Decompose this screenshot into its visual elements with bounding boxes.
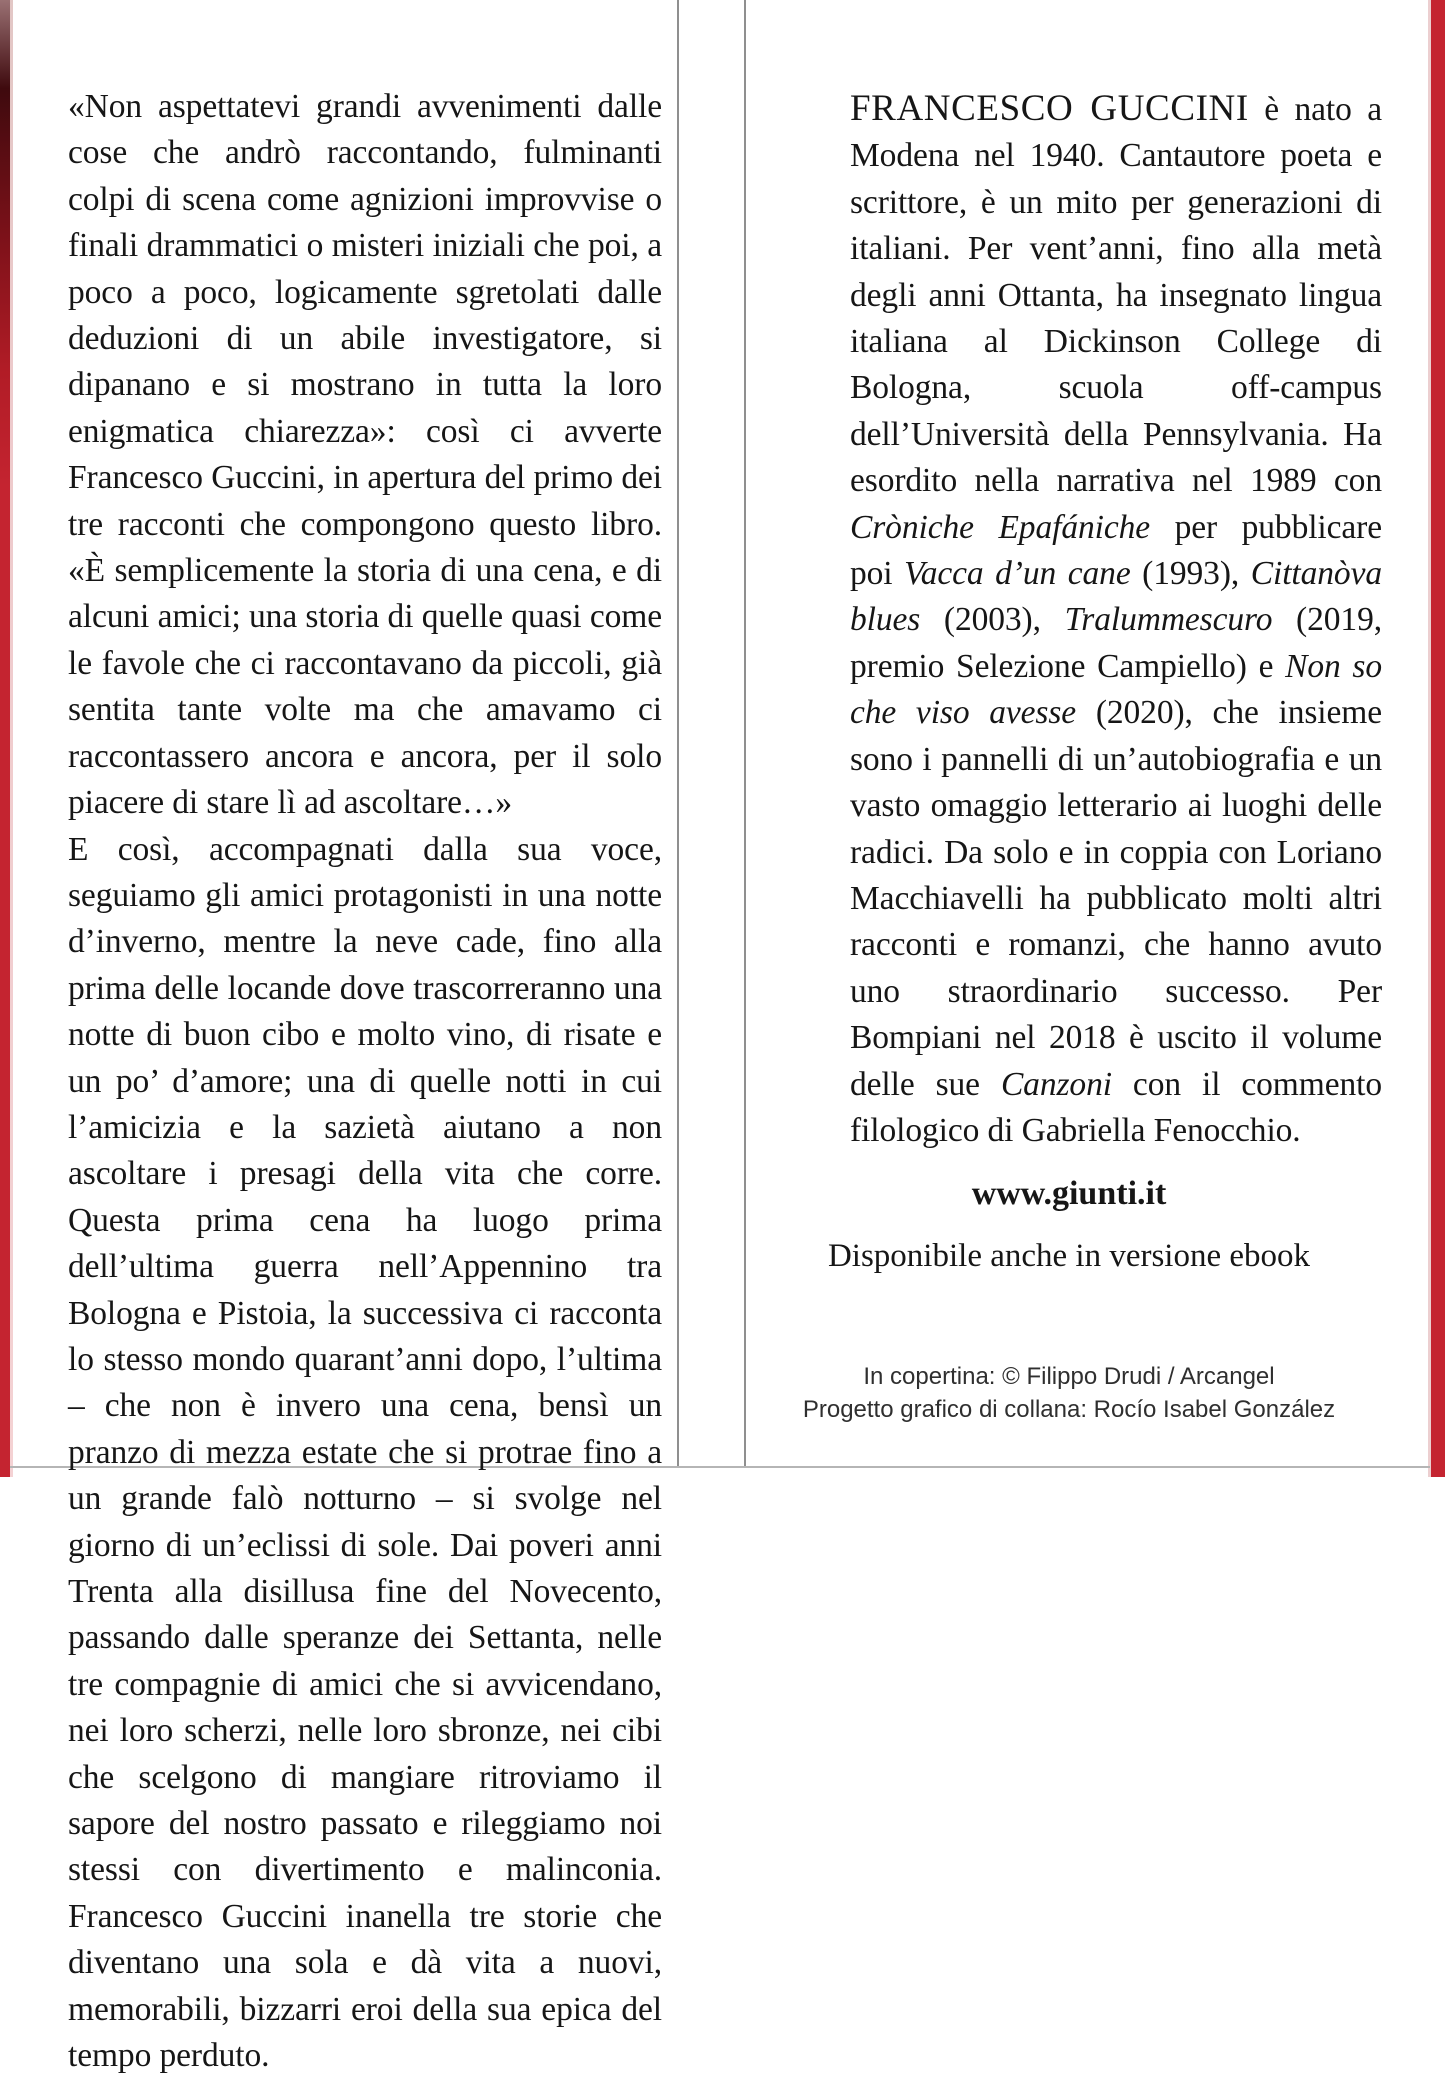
bio-segment-normal: (1993), <box>1131 555 1251 592</box>
bio-segment-italic: Cittanòva blues <box>850 555 1382 638</box>
fold-line-left-flap <box>677 0 679 1467</box>
bio-segment-italic: Canzoni <box>1001 1066 1112 1103</box>
author-bio-text <box>850 86 1382 1154</box>
bio-segment-italic: Tralummescuro <box>1065 601 1273 638</box>
ebook-availability-note: Disponibile anche in versione ebook <box>744 1238 1394 1275</box>
bio-segment-normal: è nato a Modena nel 1940. Cantautore poeta e scrittore, è un mito per generazioni di italiani. Per vent’anni, fino alla metà degli anni Ottanta, ha insegnato lingua italiana al Dickinson College di Bologna, scuola off-campus dell’Università della Pennsylvania. Ha esordito nella narrativa nel 1989 con <box>850 91 1382 499</box>
cover-edge-red-stripe <box>1428 0 1445 1477</box>
bio-segment-italic: Non so che viso avesse <box>850 648 1382 731</box>
bio-segment-smallcaps: FRANCESCO GUCCINI <box>850 88 1249 129</box>
bio-segment-italic: Cròniche Epafániche <box>850 509 1150 546</box>
bio-segment-normal: con il commento filologico di Gabriella Fenocchio. <box>850 1066 1382 1149</box>
book-blurb-text <box>68 84 662 2079</box>
cover-credits <box>744 1360 1394 1426</box>
credit-line: Progetto grafico di collana: Rocío Isabel González <box>744 1393 1394 1426</box>
bio-segment-normal: (2019, premio Selezione Campiello) e <box>850 601 1382 684</box>
bio-segment-italic: Vacca d’un cane <box>904 555 1131 592</box>
credit-line: In copertina: © Filippo Drudi / Arcangel <box>744 1360 1394 1393</box>
publisher-website-url: www.giunti.it <box>744 1175 1394 1213</box>
bio-segment-normal: per pubblicare poi <box>850 509 1382 592</box>
bio-segment-normal: (2020), che insieme sono i pannelli di un’autobiografia e un vasto omaggio letterario ai luoghi delle radici. Da solo e in coppia con Loriano Macchiavelli ha pubblicato molti altri racconti e romanzi, che hanno avuto uno straordinario successo. Per Bompiani nel 2018 è uscito il volume delle sue <box>850 694 1382 1102</box>
flap-paragraph: «Non aspettatevi grandi avvenimenti dalle cose che andrò raccontando, fulminanti colpi di scena come agnizioni improvvise o finali drammatici o misteri iniziali che poi, a poco a poco, logicamente sgretolati dalle deduzioni di un abile investigatore, si dipanano e si mostrano in tutta la loro enigmatica chiarezza»: così ci avverte Francesco Guccini, in apertura del primo dei tre racconti che compongono questo libro. «È semplicemente la storia di una cena, e di alcuni amici; una storia di quelle quasi come le favole che ci raccontavano da piccoli, già sentita tante volte ma che amavamo ci raccontassero ancora e ancora, per il solo piacere di stare lì ad ascoltare…» <box>68 84 662 827</box>
bio-segment-normal: (2003), <box>920 601 1064 638</box>
flap-paragraph: E così, accompagnati dalla sua voce, seguiamo gli amici protagonisti in una notte d’inverno, mentre la neve cade, fino alla prima delle locande dove trascorreranno una notte di buon cibo e molto vino, di risate e un po’ d’amore; una di quelle notti in cui l’amicizia e la sazietà aiutano a non ascoltare i presagi della vita che corre. Questa prima cena ha luogo prima dell’ultima guerra nell’Appennino tra Bologna e Pistoia, la successiva ci racconta lo stesso mondo quarant’anni dopo, l’ultima – che non è invero una cena, bensì un pranzo di mezza estate che si protrae fino a un grande falò notturno – si svolge nel giorno di un’eclissi di sole. Dai poveri anni Trenta alla disillusa fine del Novecento, passando dalle speranze dei Settanta, nelle tre compagnie di amici che si avvicendano, nei loro scherzi, nelle loro sbronze, nei cibi che scelgono di mangiare ritroviamo il sapore del nostro passato e rileggiamo noi stessi con divertimento e malinconia. Francesco Guccini inanella tre storie che diventano una sola e dà vita a nuovi, memorabili, bizzarri eroi della sua epica del tempo perduto. <box>68 827 662 2079</box>
spine-red-stripe <box>0 0 10 1477</box>
